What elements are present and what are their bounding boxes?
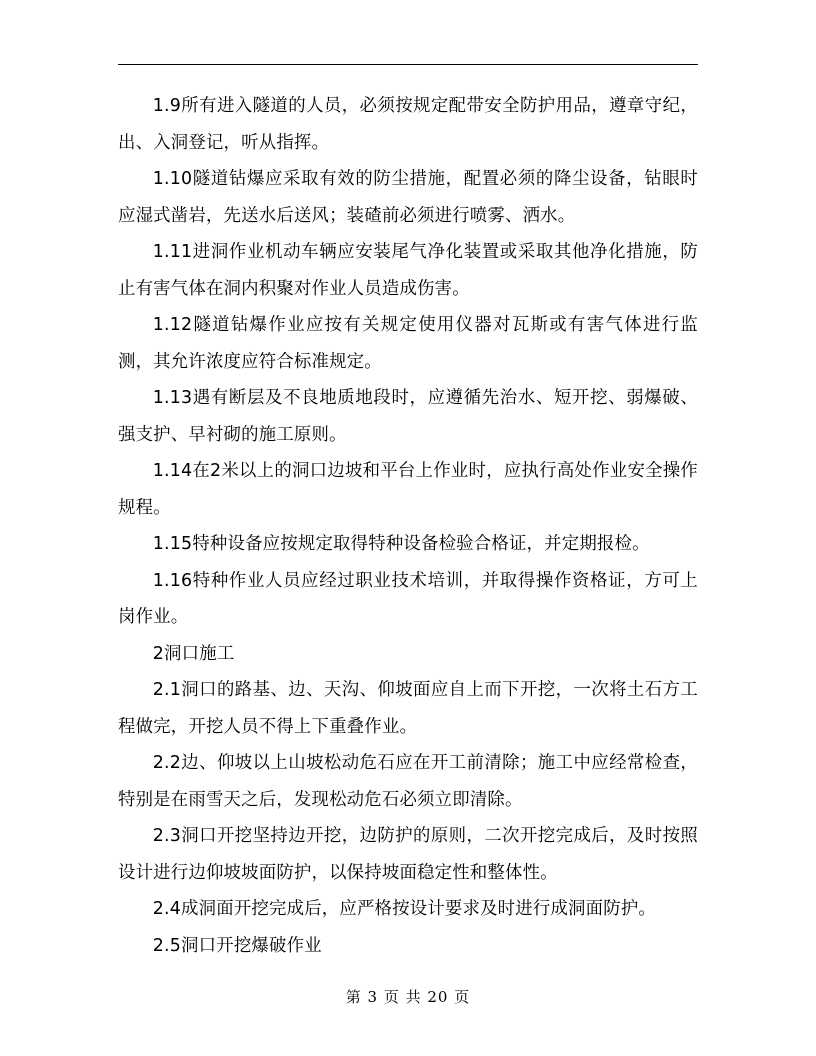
paragraph-1-15: 1.15特种设备应按规定取得特种设备检验合格证，并定期报检。 xyxy=(152,534,650,554)
paragraph-1-14: 1.14在2米以上的洞口边坡和平台上作业时，应执行高处作业安全操作规程。 xyxy=(118,461,698,518)
page-number-footer: 第 3 页 共 20 页 xyxy=(345,988,471,1006)
paragraph-2-5: 2.5洞口开挖爆破作业 xyxy=(152,935,322,956)
paragraph-1-16: 1.16特种作业人员应经过职业技术培训，并取得操作资格证，方可上岗作业。 xyxy=(118,570,698,627)
section-heading-2: 2洞口施工 xyxy=(152,643,235,664)
document-body xyxy=(118,88,698,964)
header-rule xyxy=(118,64,698,65)
paragraph-1-11: 1.11进洞作业机动车辆应安装尾气净化装置或采取其他净化措施，防止有害气体在洞内积聚对作业人员造成伤害。 xyxy=(118,242,698,299)
paragraph-2-2: 2.2边、仰坡以上山坡松动危石应在开工前清除；施工中应经常检查，特别是在雨雪天之后，发现松动危石必须立即清除。 xyxy=(118,753,698,810)
paragraph-2-4: 2.4成洞面开挖完成后，应严格按设计要求及时进行成洞面防护。 xyxy=(152,899,657,919)
paragraph-2-1: 2.1洞口的路基、边、天沟、仰坡面应自上而下开挖，一次将土石方工程做完，开挖人员不得上下重叠作业。 xyxy=(118,680,698,737)
paragraph-1-13: 1.13遇有断层及不良地质地段时，应遵循先治水、短开挖、弱爆破、强支护、早衬砌的施工原则。 xyxy=(118,388,698,445)
paragraph-1-9: 1.9所有进入隧道的人员，必须按规定配带安全防护用品，遵章守纪，出、入洞登记，听从指挥。 xyxy=(118,96,698,153)
paragraph-1-12: 1.12隧道钻爆作业应按有关规定使用仪器对瓦斯或有害气体进行监测，其允许浓度应符合标准规定。 xyxy=(118,315,698,372)
paragraph-2-3: 2.3洞口开挖坚持边开挖，边防护的原则，二次开挖完成后，及时按照设计进行边仰坡坡面防护，以保持坡面稳定性和整体性。 xyxy=(118,826,698,883)
paragraph-1-10: 1.10隧道钻爆应采取有效的防尘措施，配置必须的降尘设备，钻眼时应湿式凿岩，先送水后送风；装碴前必须进行喷雾、洒水。 xyxy=(118,169,698,226)
